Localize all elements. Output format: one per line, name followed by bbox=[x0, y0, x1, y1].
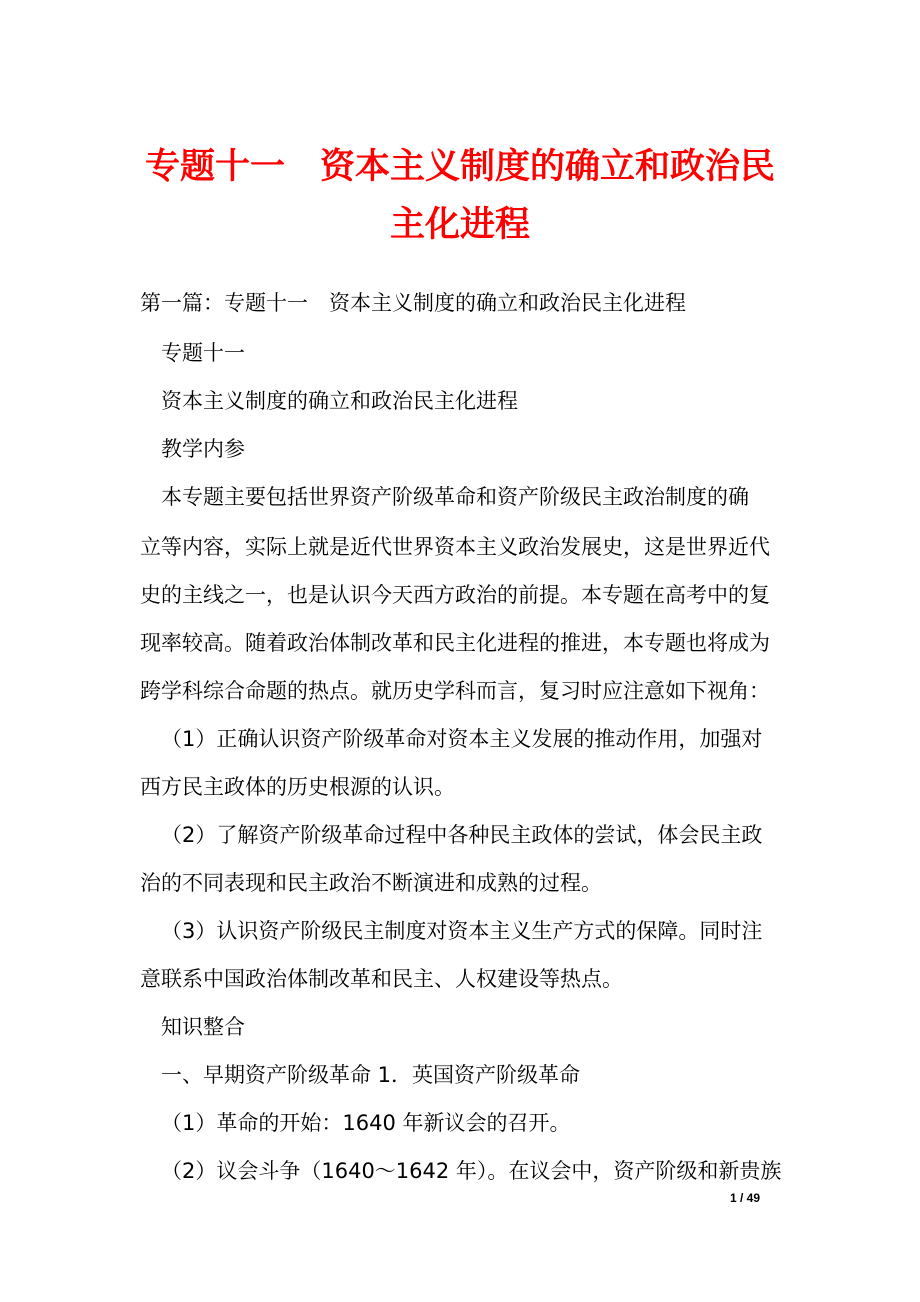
paragraph-line: 现率较高。随着政治体制改革和民主化进程的推进，本专题也将成为 bbox=[140, 631, 770, 655]
document-title-line-2: 主化进程 bbox=[389, 204, 530, 245]
list-item-continuation: 西方民主政体的历史根源的认识。 bbox=[140, 775, 455, 799]
list-item: （1）正确认识资产阶级革命对资本主义发展的推动作用，加强对 bbox=[161, 727, 763, 751]
topic-label: 专题十一 bbox=[161, 341, 245, 365]
section-heading: 一、早期资产阶级革命 1．英国资产阶级革命 bbox=[161, 1063, 581, 1087]
paragraph-line: 史的主线之一，也是认识今天西方政治的前提。本专题在高考中的复 bbox=[140, 583, 770, 607]
paragraph-line: 跨学科综合命题的热点。就历史学科而言，复习时应注意如下视角： bbox=[140, 679, 770, 703]
list-item: （3）认识资产阶级民主制度对资本主义生产方式的保障。同时注 bbox=[161, 919, 763, 943]
list-item-continuation: 意联系中国政治体制改革和民主、人权建设等热点。 bbox=[140, 967, 623, 991]
list-item: （2）了解资产阶级革命过程中各种民主政体的尝试，体会民主政 bbox=[161, 823, 763, 847]
subsection-heading: 教学内参 bbox=[161, 437, 245, 461]
paragraph-line: 立等内容，实际上就是近代世界资本主义政治发展史，这是世界近代 bbox=[140, 535, 770, 559]
list-item: （2）议会斗争（1640～1642 年）。在议会中，资产阶级和新贵族 bbox=[161, 1159, 782, 1183]
topic-subtitle: 资本主义制度的确立和政治民主化进程 bbox=[161, 389, 518, 413]
list-item-continuation: 治的不同表现和民主政治不断演进和成熟的过程。 bbox=[140, 871, 602, 895]
document-title-line-1: 专题十一 资本主义制度的确立和政治民 bbox=[144, 146, 775, 187]
paragraph-line: 本专题主要包括世界资产阶级革命和资产阶级民主政治制度的确 bbox=[161, 485, 749, 509]
subsection-heading: 知识整合 bbox=[161, 1015, 245, 1039]
list-item: （1）革命的开始：1640 年新议会的召开。 bbox=[161, 1111, 571, 1135]
page-number: 1 / 49 bbox=[730, 1191, 761, 1205]
section-heading: 第一篇：专题十一 资本主义制度的确立和政治民主化进程 bbox=[140, 291, 686, 315]
